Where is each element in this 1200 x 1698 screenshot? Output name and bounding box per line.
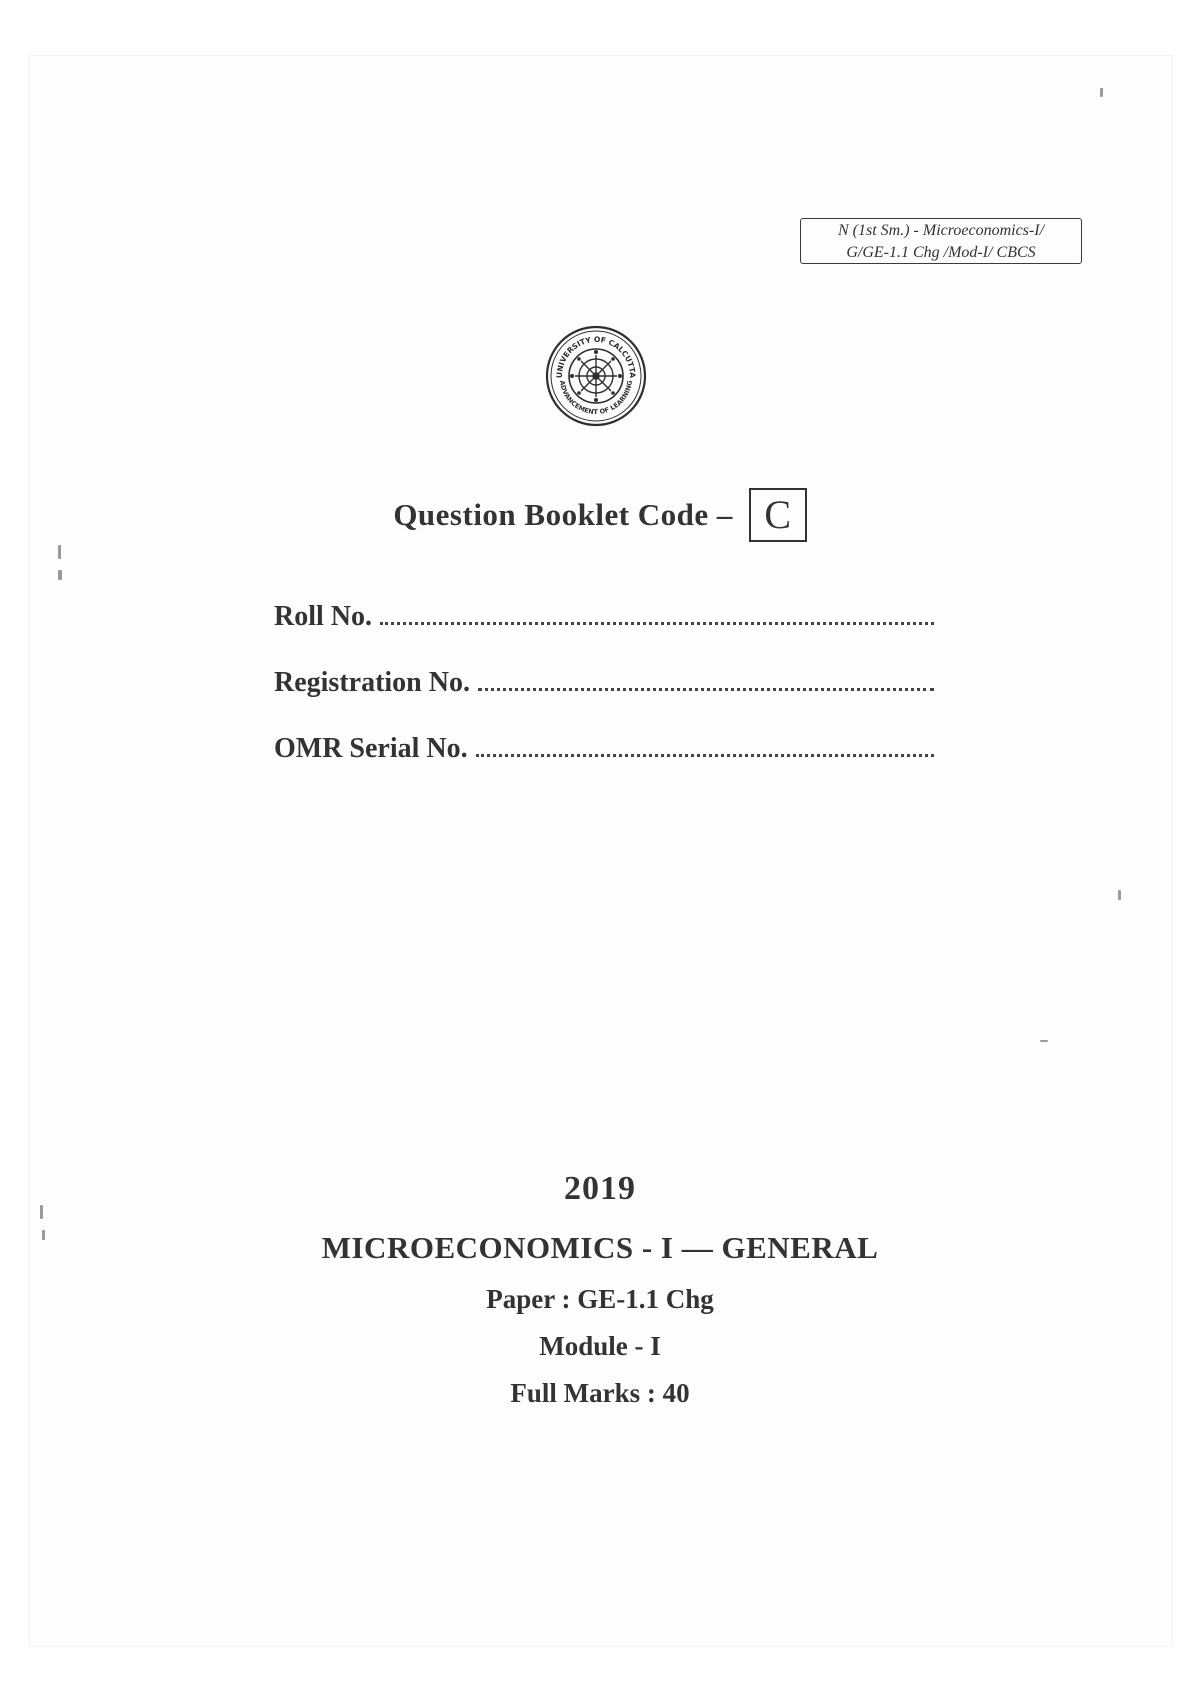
roll-no-label: Roll No. (274, 601, 372, 632)
seal-bottom-text: ADVANCEMENT OF LEARNING (558, 379, 634, 417)
roll-no-field (274, 600, 934, 666)
paper-code-line-2: G/GE-1.1 Chg /Mod-I/ CBCS (846, 244, 1036, 261)
booklet-code-label: Question Booklet Code – (393, 497, 733, 532)
exam-full-marks: Full Marks : 40 (510, 1378, 690, 1408)
scan-speck (1040, 1040, 1048, 1042)
omr-serial-no-field (274, 732, 934, 798)
question-booklet-code (0, 488, 1200, 542)
scan-speck (1118, 890, 1121, 900)
roll-no-dotted-line (380, 600, 934, 625)
scan-speck (1100, 88, 1103, 97)
booklet-code-letter: C (749, 488, 807, 542)
university-seal-icon (545, 325, 647, 427)
registration-no-field (274, 666, 934, 732)
scan-speck (58, 570, 62, 580)
seal-top-text: UNIVERSITY OF CALCUTTA (554, 334, 638, 379)
exam-subject: MICROECONOMICS - I — GENERAL (321, 1230, 879, 1265)
candidate-fields (274, 600, 934, 798)
omr-serial-no-dotted-line (476, 732, 934, 757)
exam-title-block (0, 1170, 1200, 1417)
registration-no-dotted-line (478, 666, 934, 691)
paper-code-box (800, 218, 1082, 264)
omr-serial-no-label: OMR Serial No. (274, 733, 468, 764)
exam-year: 2019 (564, 1170, 636, 1207)
scan-speck (58, 545, 61, 559)
exam-paper: Paper : GE-1.1 Chg (486, 1284, 714, 1314)
registration-no-label: Registration No. (274, 667, 470, 698)
paper-code-line-1: N (1st Sm.) - Microeconomics-I/ (837, 222, 1045, 239)
exam-module: Module - I (539, 1331, 661, 1361)
